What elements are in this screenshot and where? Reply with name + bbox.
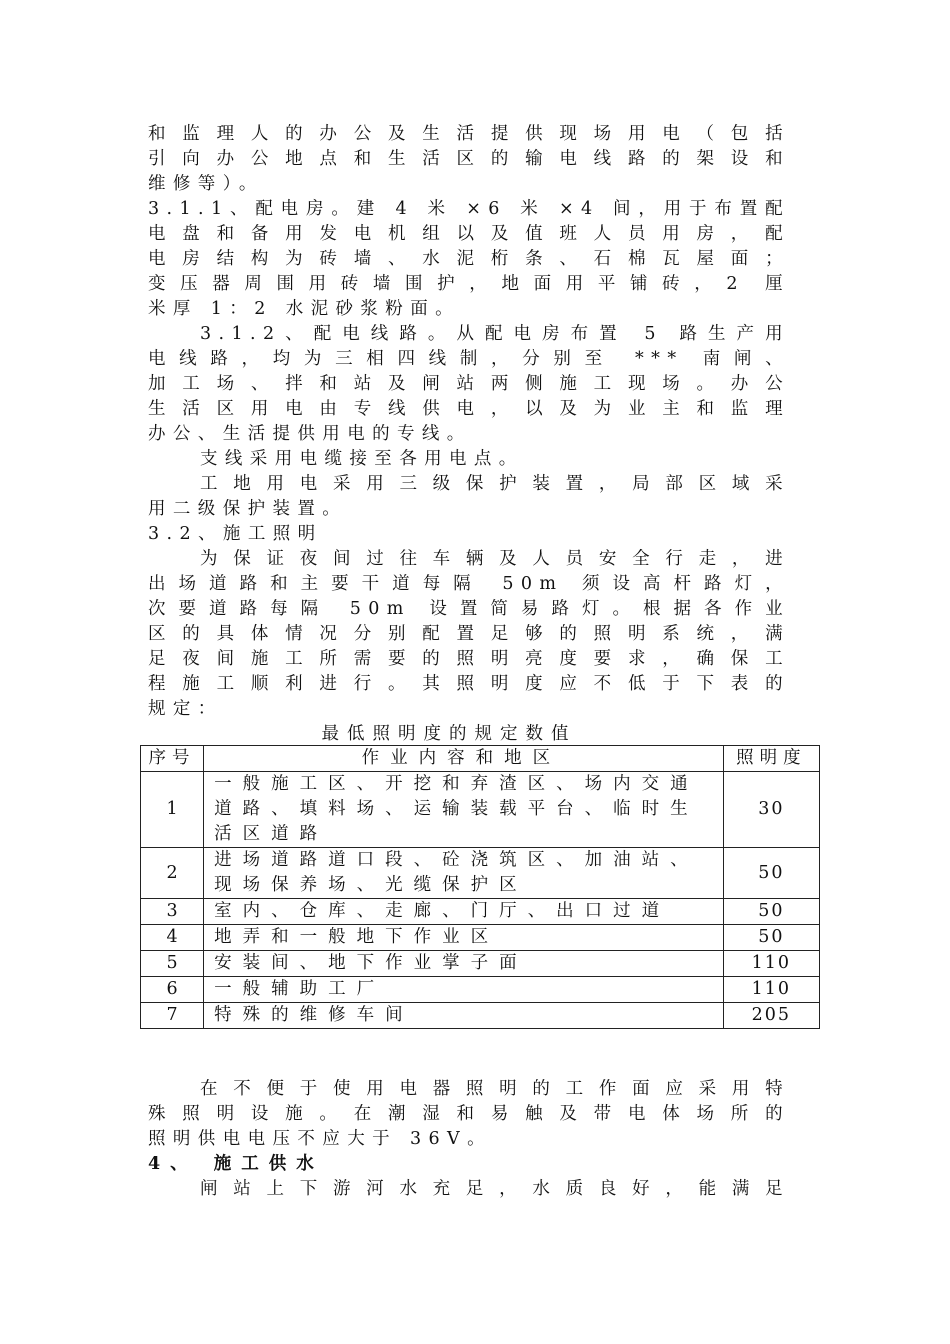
- para5-line1: 工地用电采用三级保护装置，局部区域采: [200, 474, 790, 494]
- row-no: 5: [141, 951, 204, 977]
- document-body-after-table: [148, 1077, 790, 1202]
- para1-line2: 引向办公地点和生活区的输电线路的架设和: [148, 149, 790, 169]
- para6-line4: 区的具体情况分别配置足够的照明系统，满: [148, 624, 790, 644]
- table-header-row: [141, 746, 820, 772]
- para3-line2: 电线路，均为三相四线制，分别至 *** 南闸、: [148, 349, 790, 369]
- row-lux: 30: [723, 772, 819, 848]
- para6-line7: 规定：: [148, 699, 223, 719]
- para2-line1: 3.1.1、配电房。建 4 米 ×6 米 ×4 间，用于布置配: [148, 199, 790, 219]
- para1-line3: 维修等）。: [148, 174, 264, 194]
- illumination-table: [140, 745, 820, 1029]
- document-body: [148, 122, 790, 747]
- section-4-heading: 4、 施工供水: [148, 1154, 324, 1174]
- para3-line1: 3.1.2、配电线路。从配电房布置 5 路生产用: [200, 324, 790, 344]
- table-row: [141, 951, 820, 977]
- para6-line1: 为保证夜间过往车辆及人员安全行走，进: [200, 549, 790, 569]
- row-lux: 50: [723, 899, 819, 925]
- table-row: [141, 772, 820, 848]
- para2-line5: 米厚 1：2 水泥砂浆粉面。: [148, 299, 460, 319]
- row-lux: 50: [723, 925, 819, 951]
- para2-line2: 电盘和备用发电机组以及值班人员用房，配: [148, 224, 790, 244]
- para2-line3: 电房结构为砖墙、水泥桁条、石棉瓦屋面；: [148, 249, 790, 269]
- row-no: 6: [141, 977, 204, 1003]
- row-area: 室内、仓库、走廊、门厅、出口过道: [204, 899, 724, 925]
- header-no: 序号: [141, 746, 204, 772]
- para3-line4: 生活区用电由专线供电，以及为业主和监理: [148, 399, 790, 419]
- para7-line2: 殊照明设施。在潮湿和易触及带电体场所的: [148, 1104, 790, 1124]
- table-row: [141, 1003, 820, 1029]
- para5-line2: 用二级保护装置。: [148, 499, 348, 519]
- row-no: 4: [141, 925, 204, 951]
- row-area: 地弄和一般地下作业区: [204, 925, 724, 951]
- row-lux: 50: [723, 848, 819, 899]
- table-caption: 最低照明度的规定数值: [321, 724, 577, 744]
- header-lux: 照明度: [723, 746, 819, 772]
- para6-line2: 出场道路和主要干道每隔 50m 须设高杆路灯，: [148, 574, 790, 594]
- para8-line1: 闸站上下游河水充足，水质良好，能满足: [200, 1179, 790, 1199]
- table-row: [141, 977, 820, 1003]
- row-area: 进场道路道口段、砼浇筑区、加油站、现场保养场、光缆保护区: [204, 848, 724, 899]
- para2-line4: 变压器周围用砖墙围护，地面用平铺砖，2 厘: [148, 274, 790, 294]
- row-no: 2: [141, 848, 204, 899]
- row-area: 安装间、地下作业掌子面: [204, 951, 724, 977]
- para6-line5: 足夜间施工所需要的照明亮度要求，确保工: [148, 649, 790, 669]
- table-row: [141, 848, 820, 899]
- row-no: 7: [141, 1003, 204, 1029]
- para7-line3: 照明供电电压不应大于 36V。: [148, 1129, 492, 1149]
- table-row: [141, 925, 820, 951]
- row-lux: 110: [723, 977, 819, 1003]
- header-area: 作业内容和地区: [204, 746, 724, 772]
- para6-line3: 次要道路每隔 50m 设置简易路灯。根据各作业: [148, 599, 790, 619]
- para6-line6: 程施工顺利进行。其照明度应不低于下表的: [148, 674, 790, 694]
- section-3-2-heading: 3.2、施工照明: [148, 524, 323, 544]
- para4: 支线采用电缆接至各用电点。: [200, 449, 524, 469]
- row-area: 一般辅助工厂: [204, 977, 724, 1003]
- row-lux: 110: [723, 951, 819, 977]
- row-area: 特殊的维修车间: [204, 1003, 724, 1029]
- para1-line1: 和监理人的办公及生活提供现场用电（包括: [148, 124, 790, 144]
- para3-line3: 加工场、拌和站及闸站两侧施工现场。办公: [148, 374, 790, 394]
- para3-line5: 办公、生活提供用电的专线。: [148, 424, 472, 444]
- row-area: 一般施工区、开挖和弃渣区、场内交通道路、填料场、运输装载平台、临时生活区道路: [204, 772, 724, 848]
- table-row: [141, 899, 820, 925]
- para7-line1: 在不便于使用电器照明的工作面应采用特: [200, 1079, 790, 1099]
- row-no: 3: [141, 899, 204, 925]
- row-lux: 205: [723, 1003, 819, 1029]
- row-no: 1: [141, 772, 204, 848]
